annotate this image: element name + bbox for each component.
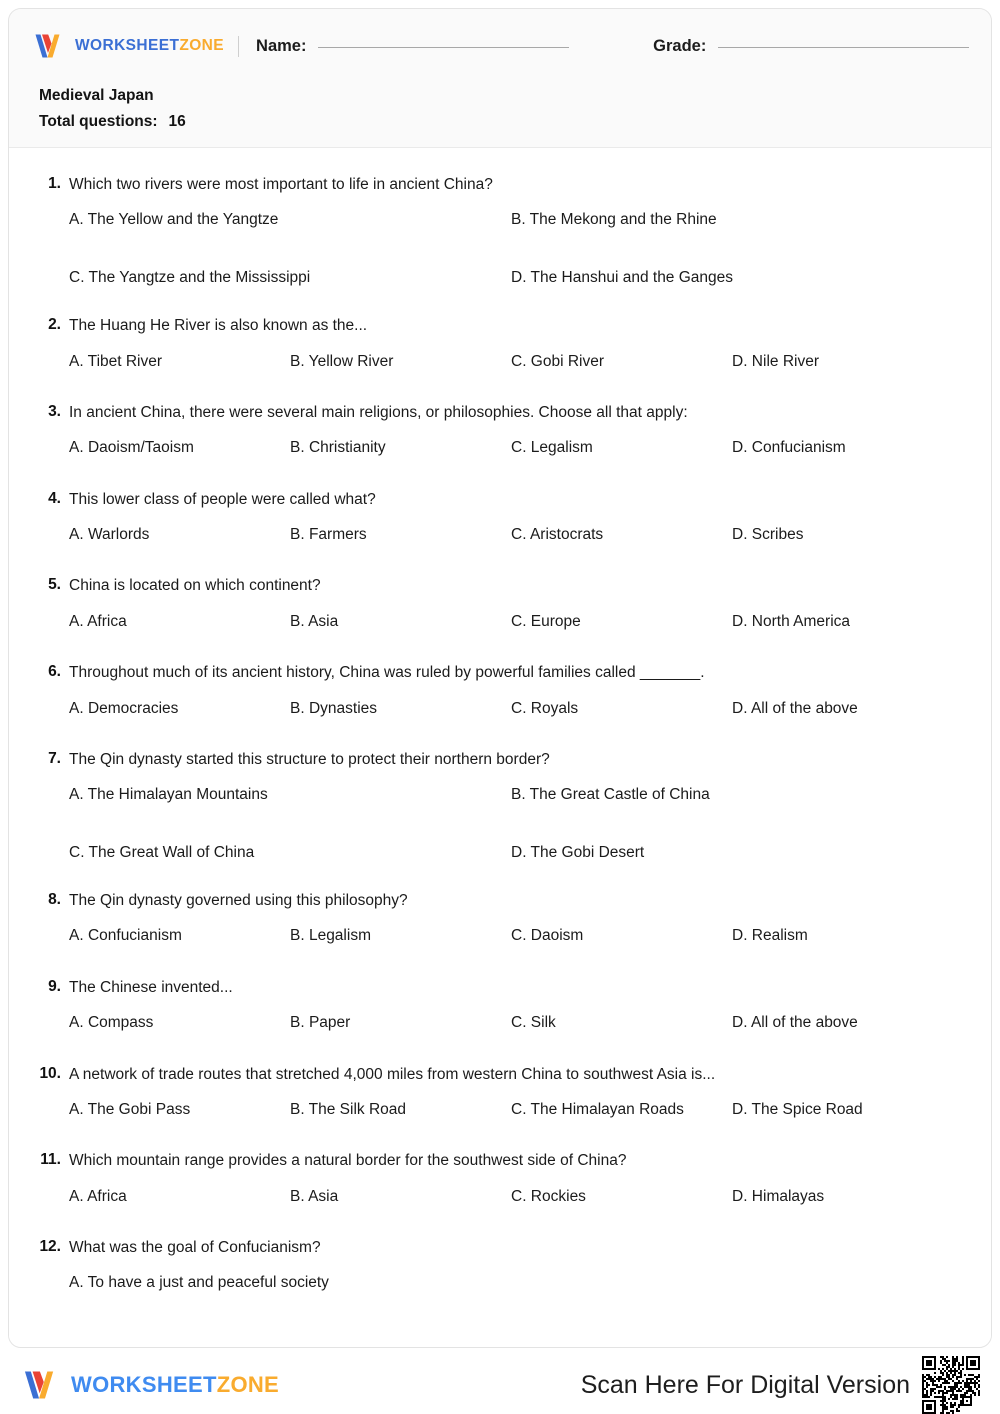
question-gap [31,631,969,663]
grade-field[interactable] [653,37,969,56]
answer-option[interactable]: C. The Yangtze and the Mississippi [69,268,311,286]
answer-option[interactable]: B. Yellow River [290,352,394,370]
grade-label: Grade: [653,36,707,55]
logo-word-zone: ZONE [179,37,225,55]
question-text: In ancient China, there were several main religions, or philosophies. Choose all that apply: [69,403,688,421]
questions-list [9,148,991,1347]
qr-code-icon[interactable] [920,1354,982,1414]
question-head [48,977,969,997]
question-item [31,576,969,631]
answer-option[interactable]: A. Africa [69,612,127,630]
answer-option[interactable]: C. Daoism [511,927,584,945]
question-gap [31,458,969,490]
question-item [31,1151,969,1206]
option-row [69,268,969,287]
option-row [69,785,969,804]
question-gap [31,718,969,750]
question-text: This lower class of people were called what? [69,490,376,508]
logo-word-worksheet: WORKSHEET [75,37,180,55]
answer-option[interactable]: A. To have a just and peaceful society [69,1274,329,1292]
question-text: The Qin dynasty governed using this philosophy? [69,892,408,909]
footer-logo-word-worksheet: WORKSHEET [71,1372,217,1397]
name-label: Name: [256,36,307,55]
question-number: 6. [48,663,61,681]
answer-option[interactable]: B. Asia [290,1187,339,1205]
footer-brand-logo [22,1367,279,1403]
worksheet-footer [0,1356,1000,1414]
question-number: 2. [48,316,61,334]
question-item [31,891,969,946]
question-number: 12. [39,1238,61,1255]
question-head [48,576,969,595]
answer-option[interactable]: D. All of the above [732,699,858,717]
option-row [69,612,969,631]
answer-option[interactable]: B. The Silk Road [290,1100,407,1118]
answer-option[interactable]: B. The Mekong and the Rhine [511,211,717,229]
footer-logo-word-zone: ZONE [216,1372,280,1397]
answer-option[interactable]: B. Paper [290,1014,351,1032]
answer-option[interactable]: D. The Hanshui and the Ganges [511,268,734,286]
question-text: The Huang He River is also known as the... [69,317,368,335]
question-number: 5. [48,576,61,594]
answer-option[interactable]: D. Realism [732,927,808,945]
question-number: 11. [40,1151,61,1169]
worksheet-sheet [8,8,992,1348]
question-head [39,1064,969,1084]
question-head [48,663,969,682]
option-row [69,699,969,718]
worksheet-header [9,9,991,148]
footer-logo-text [71,1374,279,1396]
question-gap [31,1119,969,1151]
question-text: Which mountain range provides a natural border for the southwest side of China? [69,1152,627,1170]
question-number: 10. [39,1064,61,1082]
answer-option[interactable]: C. Aristocrats [511,526,604,543]
answer-option[interactable]: D. North America [732,612,851,630]
option-row [69,352,969,371]
question-text: The Qin dynasty started this structure to protect their northern border? [69,750,550,768]
name-field[interactable] [256,37,569,56]
total-questions [39,113,186,130]
worksheet-title: Medieval Japan [39,87,154,104]
option-row [69,926,969,945]
option-row [69,1100,969,1119]
worksheet-title-block [39,87,186,130]
answer-option[interactable]: A. The Himalayan Mountains [69,786,268,804]
answer-option[interactable]: A. Daoism/Taoism [69,439,194,457]
option-row [69,1187,969,1206]
answer-option[interactable]: D. Confucianism [732,439,846,457]
question-gap [31,1206,969,1238]
total-questions-value: 16 [168,113,186,131]
grade-input-line[interactable] [718,47,969,48]
answer-option[interactable]: B. Legalism [290,927,371,945]
answer-option[interactable]: B. Farmers [290,526,367,543]
brand-logo-text [75,38,224,54]
option-row-gap [69,230,969,252]
answer-option[interactable]: C. Europe [511,612,581,630]
question-head [48,175,969,194]
answer-option[interactable]: A. Compass [69,1014,154,1032]
question-number: 8. [48,891,61,908]
question-gap [31,1033,969,1065]
option-row [69,210,969,229]
question-head [48,749,969,769]
answer-option[interactable]: C. Silk [511,1014,556,1032]
answer-option[interactable]: B. The Great Castle of China [511,786,710,804]
question-number: 3. [48,402,61,420]
question-text: What was the goal of Confucianism? [69,1239,321,1256]
answer-option[interactable]: C. The Himalayan Roads [511,1100,684,1118]
answer-option[interactable]: A. Africa [69,1187,127,1205]
option-row [69,843,969,862]
question-text: Which two rivers were most important to life in ancient China? [69,176,493,193]
question-item [31,1065,969,1120]
question-item [31,750,969,862]
question-gap [31,544,969,576]
question-item [31,663,969,718]
question-head [48,402,969,422]
question-item [31,1238,969,1293]
question-gap [31,862,969,891]
question-text: Throughout much of its ancient history, China was ruled by powerful families called _______. [69,664,705,682]
question-item [31,175,969,287]
question-head [39,1238,969,1257]
question-text: The Chinese invented... [69,978,233,996]
answer-option[interactable]: D. All of the above [732,1014,858,1032]
option-row [69,1013,969,1032]
answer-option[interactable]: A. The Yellow and the Yangtze [69,211,279,229]
answer-option[interactable]: B. Asia [290,612,339,630]
answer-option[interactable]: D. Nile River [732,352,819,370]
total-questions-label: Total questions: [39,113,158,131]
answer-option[interactable]: B. Christianity [290,439,386,457]
header-divider [238,36,239,57]
question-head [40,1151,969,1170]
answer-option[interactable]: C. The Great Wall of China [69,843,255,861]
option-row [69,438,969,457]
question-gap [31,946,969,978]
name-input-line[interactable] [318,47,569,48]
header-row [33,29,969,63]
question-item [31,403,969,458]
worksheet-zone-logo-icon-footer [22,1367,62,1403]
option-row-gap [69,805,969,827]
scan-here-text: Scan Here For Digital Version [580,1370,910,1399]
question-gap [31,371,969,403]
answer-option[interactable]: D. Scribes [732,526,804,543]
answer-option[interactable]: D. The Spice Road [732,1100,863,1118]
answer-option[interactable]: A. Confucianism [69,927,182,945]
answer-option[interactable]: C. Rockies [511,1187,586,1205]
answer-option[interactable]: A. Warlords [69,526,150,543]
question-text: China is located on which continent? [69,577,321,595]
answer-option[interactable]: C. Gobi River [511,352,605,370]
worksheet-zone-logo-icon [33,31,67,61]
question-number: 7. [48,749,61,767]
question-head [48,316,969,335]
question-item [31,316,969,371]
option-row [69,1273,969,1292]
answer-option[interactable]: A. The Gobi Pass [69,1100,191,1118]
answer-option[interactable]: C. Legalism [511,439,593,457]
answer-option[interactable]: A. Tibet River [69,352,163,370]
question-item [31,978,969,1033]
question-text: A network of trade routes that stretched 4,000 miles from western China to southwest Asia is... [69,1065,716,1083]
answer-option[interactable]: D. Himalayas [732,1187,825,1205]
question-gap [31,287,969,316]
question-item [31,490,969,545]
question-number: 4. [48,489,61,507]
question-number: 9. [48,977,61,995]
answer-option[interactable]: D. The Gobi Desert [511,843,645,861]
question-head [48,891,969,910]
answer-option[interactable]: A. Democracies [69,699,179,717]
question-number: 1. [48,175,61,192]
question-head [48,489,969,509]
option-row [69,525,969,544]
answer-option[interactable]: C. Royals [511,699,579,717]
answer-option[interactable]: B. Dynasties [290,699,378,717]
